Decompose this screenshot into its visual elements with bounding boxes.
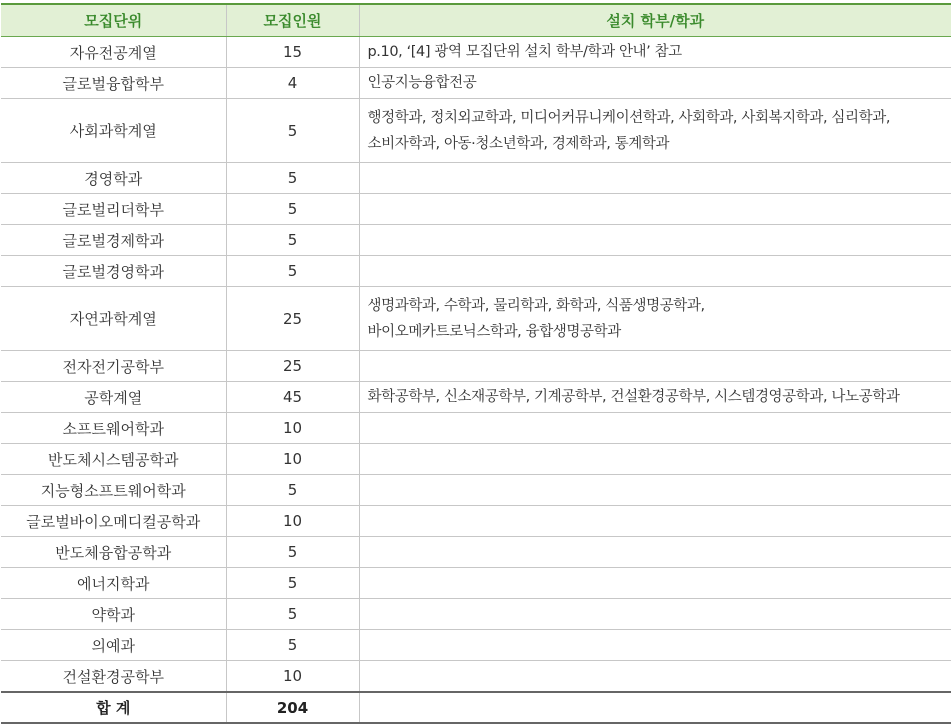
table-row bbox=[1, 630, 951, 661]
count-cell: 5 bbox=[226, 99, 359, 163]
dept-line: 생명과학과, 수학과, 물리학과, 화학과, 식품생명공학과, bbox=[367, 297, 705, 314]
table-row bbox=[1, 351, 951, 382]
admissions-table bbox=[1, 3, 951, 724]
dept-line: 바이오메카트로닉스학과, 융합생명공학과 bbox=[367, 323, 621, 340]
table-row bbox=[1, 568, 951, 599]
depts-cell bbox=[359, 599, 951, 630]
table-row bbox=[1, 194, 951, 225]
table-row bbox=[1, 661, 951, 693]
depts-cell bbox=[359, 225, 951, 256]
table-row bbox=[1, 537, 951, 568]
unit-cell: 경영학과 bbox=[1, 163, 226, 194]
depts-cell bbox=[359, 37, 951, 68]
unit-cell: 사회과학계열 bbox=[1, 99, 226, 163]
total-label: 합 계 bbox=[1, 692, 226, 723]
dept-line: p.10, ‘[4] 광역 모집단위 설치 학부/학과 안내’ 참고 bbox=[367, 44, 682, 60]
depts-cell bbox=[359, 475, 951, 506]
count-cell: 5 bbox=[226, 568, 359, 599]
table-row bbox=[1, 475, 951, 506]
count-cell: 5 bbox=[226, 475, 359, 506]
table-row bbox=[1, 99, 951, 163]
table-row bbox=[1, 382, 951, 413]
count-cell: 10 bbox=[226, 506, 359, 537]
table-row bbox=[1, 506, 951, 537]
count-cell: 10 bbox=[226, 413, 359, 444]
unit-cell: 반도체융합공학과 bbox=[1, 537, 226, 568]
count-cell: 5 bbox=[226, 163, 359, 194]
dept-line: 소비자학과, 아동·청소년학과, 경제학과, 통계학과 bbox=[367, 135, 670, 152]
unit-cell: 글로벌경제학과 bbox=[1, 225, 226, 256]
unit-cell: 글로벌리더학부 bbox=[1, 194, 226, 225]
count-cell: 5 bbox=[226, 537, 359, 568]
depts-cell bbox=[359, 413, 951, 444]
unit-cell: 소프트웨어학과 bbox=[1, 413, 226, 444]
depts-cell bbox=[359, 194, 951, 225]
unit-cell: 글로벌융합학부 bbox=[1, 68, 226, 99]
unit-cell: 전자전기공학부 bbox=[1, 351, 226, 382]
count-cell: 25 bbox=[226, 351, 359, 382]
header-count: 모집인원 bbox=[226, 4, 359, 37]
unit-cell: 글로벌경영학과 bbox=[1, 256, 226, 287]
unit-cell: 자연과학계열 bbox=[1, 287, 226, 351]
depts-cell bbox=[359, 287, 951, 351]
table-header bbox=[1, 4, 951, 37]
unit-cell: 의예과 bbox=[1, 630, 226, 661]
unit-cell: 자유전공계열 bbox=[1, 37, 226, 68]
count-cell: 25 bbox=[226, 287, 359, 351]
count-cell: 10 bbox=[226, 444, 359, 475]
depts-cell bbox=[359, 163, 951, 194]
depts-cell bbox=[359, 444, 951, 475]
depts-cell bbox=[359, 68, 951, 99]
header-depts: 설치 학부/학과 bbox=[359, 4, 951, 37]
unit-cell: 글로벌바이오메디컬공학과 bbox=[1, 506, 226, 537]
unit-cell: 지능형소프트웨어학과 bbox=[1, 475, 226, 506]
admissions-table-container bbox=[1, 0, 951, 724]
table-row bbox=[1, 68, 951, 99]
table-row bbox=[1, 444, 951, 475]
dept-line: 화학공학부, 신소재공학부, 기계공학부, 건설환경공학부, 시스템경영공학과, 나노공학과 bbox=[367, 389, 900, 405]
count-cell: 5 bbox=[226, 225, 359, 256]
header-unit: 모집단위 bbox=[1, 4, 226, 37]
table-row bbox=[1, 163, 951, 194]
depts-cell bbox=[359, 99, 951, 163]
dept-line: 행정학과, 정치외교학과, 미디어커뮤니케이션학과, 사회학과, 사회복지학과, 심리학과, bbox=[367, 109, 891, 126]
count-cell: 5 bbox=[226, 256, 359, 287]
depts-cell bbox=[359, 382, 951, 413]
header-row bbox=[1, 4, 951, 37]
depts-cell bbox=[359, 630, 951, 661]
unit-cell: 에너지학과 bbox=[1, 568, 226, 599]
count-cell: 15 bbox=[226, 37, 359, 68]
table-row bbox=[1, 37, 951, 68]
unit-cell: 약학과 bbox=[1, 599, 226, 630]
depts-cell bbox=[359, 506, 951, 537]
depts-cell bbox=[359, 256, 951, 287]
unit-cell: 반도체시스템공학과 bbox=[1, 444, 226, 475]
depts-cell bbox=[359, 537, 951, 568]
count-cell: 5 bbox=[226, 194, 359, 225]
table-row bbox=[1, 256, 951, 287]
unit-cell: 공학계열 bbox=[1, 382, 226, 413]
table-body bbox=[1, 37, 951, 724]
count-cell: 5 bbox=[226, 630, 359, 661]
table-row bbox=[1, 225, 951, 256]
total-count: 204 bbox=[226, 692, 359, 723]
count-cell: 10 bbox=[226, 661, 359, 693]
depts-cell bbox=[359, 661, 951, 693]
total-row bbox=[1, 692, 951, 723]
depts-cell bbox=[359, 351, 951, 382]
table-row bbox=[1, 413, 951, 444]
unit-cell: 건설환경공학부 bbox=[1, 661, 226, 693]
table-row bbox=[1, 599, 951, 630]
count-cell: 45 bbox=[226, 382, 359, 413]
depts-cell bbox=[359, 568, 951, 599]
dept-line: 인공지능융합전공 bbox=[367, 75, 477, 91]
count-cell: 4 bbox=[226, 68, 359, 99]
table-row bbox=[1, 287, 951, 351]
total-depts-empty bbox=[359, 692, 951, 723]
count-cell: 5 bbox=[226, 599, 359, 630]
